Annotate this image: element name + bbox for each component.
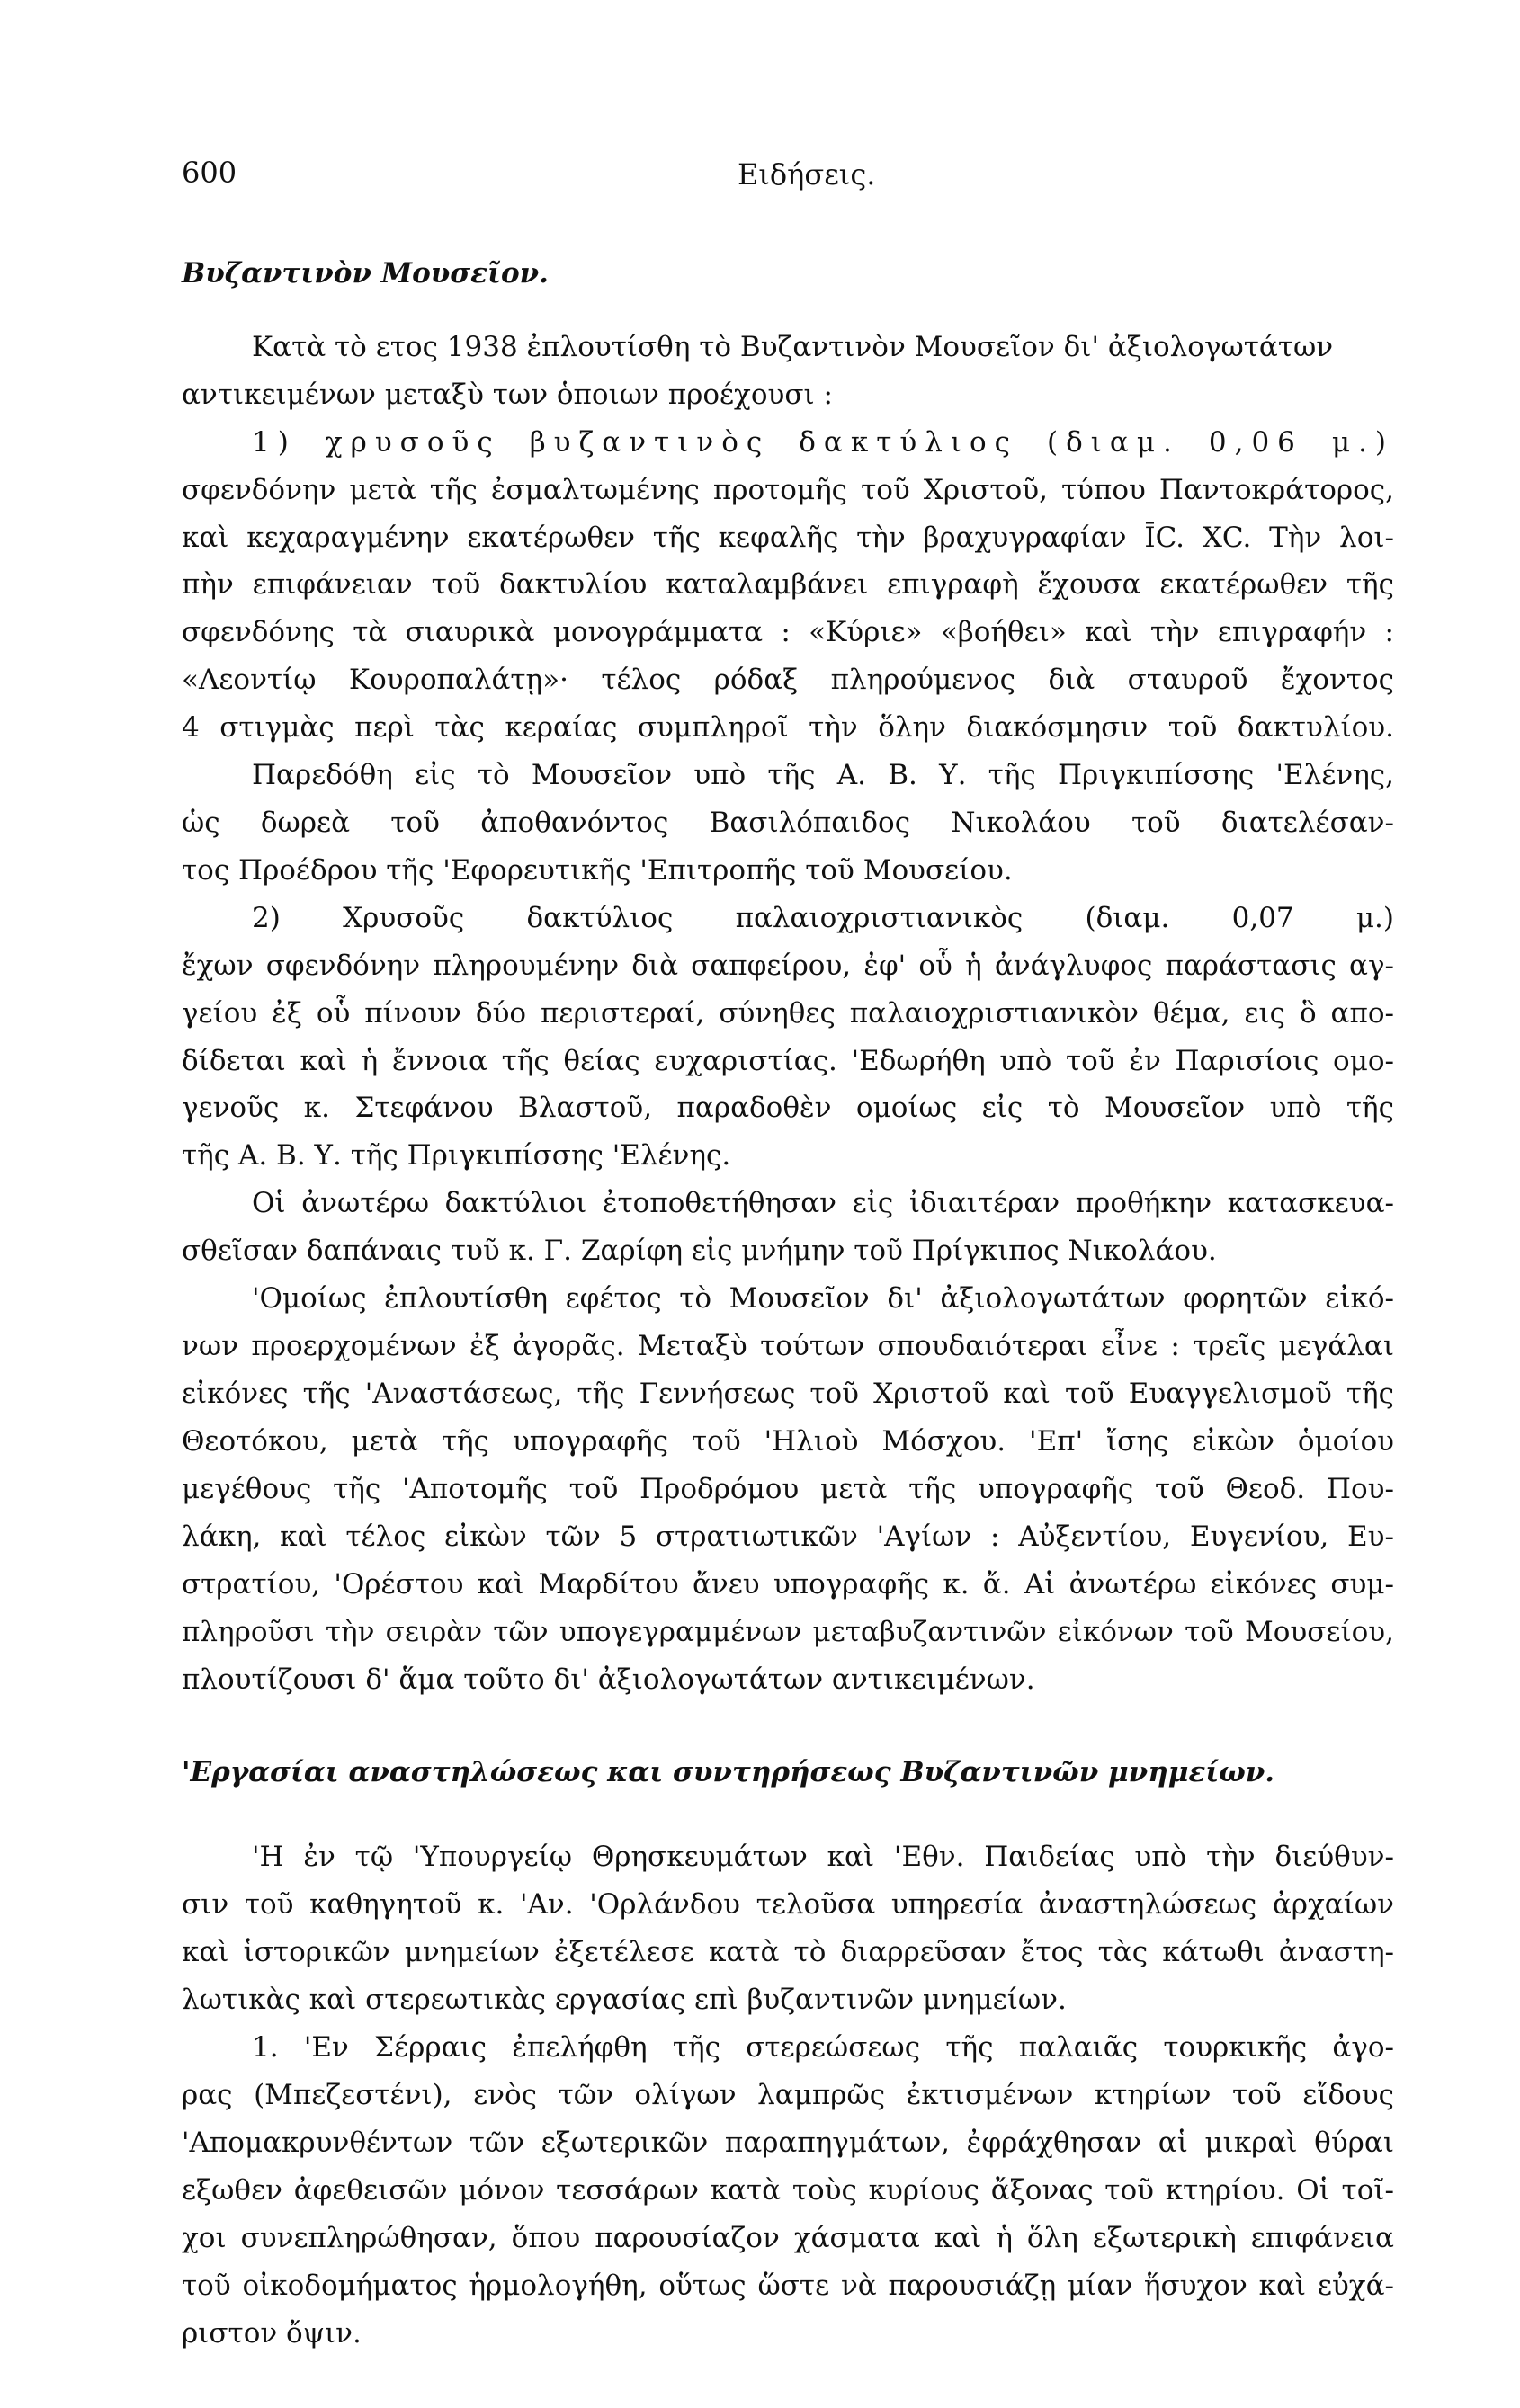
text-line: σθεῖσαν δαπάναις τυῦ κ. Γ. Ζαρίφη εἰς μνήμην τοῦ Πρίγκιπος Νικολάου.	[182, 1235, 1217, 1267]
text-line: στρατίου, 'Ορέστου καὶ Μαρδίτου ἄνευ υπογραφῆς κ. ἄ. Αἱ ἀνωτέρω εἰκόνες συμ-	[182, 1568, 1394, 1601]
text-line: καὶ ἱστορικῶν μνημείων ἐξετέλεσε κατὰ τὸ διαρρεῦσαν ἔτος τὰς κάτωθι ἀναστη-	[182, 1936, 1394, 1968]
text-line: ὡς δωρεὰ τοῦ ἀποθανόντος Βασιλόπαιδος Νικολάου τοῦ διατελέσαν-	[182, 807, 1394, 839]
text-line: 4 στιγμὰς περὶ τὰς κεραίας συμπληροῖ τὴν ὅλην διακόσμησιν τοῦ δακτυλίου.	[182, 711, 1394, 744]
text-line: τῆς Α. Β. Υ. τῆς Πριγκιπίσσης 'Ελένης.	[182, 1139, 731, 1172]
text-line: «Λεοντίῳ Κουροπαλάτῃ»· τέλος ρόδαξ πληρούμενος διὰ σταυροῦ ἔχοντος	[182, 664, 1394, 696]
text-line: Κατὰ τὸ ετος 1938 ἐπλουτίσθη τὸ Βυζαντινὸν Μουσεῖον δι' ἀξιολογωτάτων	[252, 331, 1334, 363]
text-line: πληροῦσι τὴν σειρὰν τῶν υπογεγραμμένων μεταβυζαντινῶν εἰκόνων τοῦ Μουσείου,	[182, 1616, 1394, 1648]
text-line: 1) χρυσοῦς βυζαντινὸς δακτύλιος (διαμ. 0,06 μ.)	[252, 426, 1394, 459]
text-line: ρας (Μπεζεστένι), ενὸς τῶν ολίγων λαμπρῶς ἐκτισμένων κτηρίων τοῦ εἴδους	[182, 2079, 1394, 2111]
text-line: γείου ἐξ οὗ πίνουν δύο περιστεραί, σύνηθες παλαιοχριστιανικὸν θέμα, εις ὃ απο-	[182, 997, 1394, 1030]
text-line: ριστον ὄψιν.	[182, 2317, 362, 2350]
page-number: 600	[182, 156, 237, 190]
text-line: ἔχων σφενδόνην πληρουμένην διὰ σαπφείρου, ἐφ' οὗ ἡ ἀνάγλυφος παράστασις αγ-	[182, 950, 1394, 982]
text-line: 2) Χρυσοῦς δακτύλιος παλαιοχριστιανικὸς (διαμ. 0,07 μ.)	[252, 902, 1394, 934]
text-line: 'Απομακρυνθέντων τῶν εξωτερικῶν παραπηγμάτων, ἐφράχθησαν αἱ μικραὶ θύραι	[182, 2127, 1394, 2159]
text-line: 'Η ἐν τῷ 'Υπουργείῳ Θρησκευμάτων καὶ 'Εθν. Παιδείας υπὸ τὴν διεύθυν-	[252, 1841, 1394, 1873]
section-heading-restoration-works: 'Εργασίαι αναστηλώσεως και συντηρήσεως Βυζαντινῶν μνημείων.	[182, 1756, 1275, 1788]
text-line: λάκη, καὶ τέλος εἰκὼν τῶν 5 στρατιωτικῶν 'Αγίων : Αὐξεντίου, Ευγενίου, Ευ-	[182, 1521, 1394, 1553]
text-line: αντικειμένων μεταξὺ των ὁποιων προέχουσι :	[182, 379, 833, 411]
text-line: 1. 'Εν Σέρραις ἐπελήφθη τῆς στερεώσεως τῆς παλαιᾶς τουρκικῆς ἀγο-	[252, 2031, 1394, 2064]
text-line: καὶ κεχαραγμένην εκατέρωθεν τῆς κεφαλῆς τὴν βραχυγραφίαν ῙC. ΧC. Τὴν λοι-	[182, 522, 1394, 554]
text-line: λωτικὰς καὶ στερεωτικὰς εργασίας επὶ βυζαντινῶν μνημείων.	[182, 1984, 1067, 2016]
text-line: γενοῦς κ. Στεφάνου Βλαστοῦ, παραδοθὲν ομοίως εἰς τὸ Μουσεῖον υπὸ τῆς	[182, 1092, 1394, 1124]
text-line: χοι συνεπληρώθησαν, ὅπου παρουσίαζον χάσματα καὶ ἡ ὅλη εξωτερικὴ επιφάνεια	[182, 2222, 1394, 2254]
running-title: Ειδήσεις.	[738, 157, 876, 192]
text-line: σφενδόνην μετὰ τῆς ἐσμαλτωμένης προτομῆς τοῦ Χριστοῦ, τύπου Παντοκράτορος,	[182, 474, 1394, 506]
text-line: εἰκόνες τῆς 'Αναστάσεως, τῆς Γεννήσεως τοῦ Χριστοῦ καὶ τοῦ Ευαγγελισμοῦ τῆς	[182, 1378, 1394, 1410]
text-line: εξωθεν ἀφεθεισῶν μόνον τεσσάρων κατὰ τοὺς κυρίους ἄξονας τοῦ κτηρίου. Οἱ τοῖ-	[182, 2174, 1394, 2207]
text-line: τος Προέδρου τῆς 'Εφορευτικῆς 'Επιτροπῆς τοῦ Μουσείου.	[182, 854, 1013, 887]
section-heading-byzantine-museum: Βυζαντινὸν Μουσεῖον.	[182, 257, 549, 290]
text-line: μεγέθους τῆς 'Αποτομῆς τοῦ Προδρόμου μετὰ τῆς υπογραφῆς τοῦ Θεοδ. Που-	[182, 1473, 1394, 1505]
text-line: δίδεται καὶ ἡ ἔννοια τῆς θείας ευχαριστίας. 'Εδωρήθη υπὸ τοῦ ἐν Παρισίοις ομο-	[182, 1045, 1394, 1077]
text-line: σιν τοῦ καθηγητοῦ κ. 'Αν. 'Ορλάνδου τελοῦσα υπηρεσία ἀναστηλώσεως ἀρχαίων	[182, 1888, 1394, 1921]
text-line: πὴν επιφάνειαν τοῦ δακτυλίου καταλαμβάνει επιγραφὴ ἔχουσα εκατέρωθεν τῆς	[182, 568, 1394, 601]
text-line: τοῦ οἰκοδομήματος ἡρμολογήθη, οὕτως ὥστε νὰ παρουσιάζῃ μίαν ἥσυχον καὶ εὐχά-	[182, 2270, 1394, 2302]
text-line: νων προερχομένων ἐξ ἀγορᾶς. Μεταξὺ τούτων σπουδαιότεραι εἶνε : τρεῖς μεγάλαι	[182, 1330, 1394, 1362]
text-line: Οἱ ἀνωτέρω δακτύλιοι ἐτοποθετήθησαν εἰς ἰδιαιτέραν προθήκην κατασκευα-	[252, 1187, 1394, 1219]
text-line: Παρεδόθη εἰς τὸ Μουσεῖον υπὸ τῆς Α. Β. Υ. τῆς Πριγκιπίσσης 'Ελένης,	[252, 759, 1394, 791]
text-line: πλουτίζουσι δ' ἅμα τοῦτο δι' ἀξιολογωτάτων αντικειμένων.	[182, 1663, 1035, 1696]
text-line: Θεοτόκου, μετὰ τῆς υπογραφῆς τοῦ 'Ηλιοὺ Μόσχου. 'Επ' ἴσης εἰκὼν ὁμοίου	[182, 1425, 1394, 1458]
text-line: σφενδόνης τὰ σιαυρικὰ μονογράμματα : «Κύριε» «βοήθει» καὶ τὴν επιγραφήν :	[182, 616, 1394, 648]
text-line: 'Ομοίως ἐπλουτίσθη εφέτος τὸ Μουσεῖον δι' ἀξιολογωτάτων φορητῶν εἰκό-	[252, 1282, 1394, 1315]
